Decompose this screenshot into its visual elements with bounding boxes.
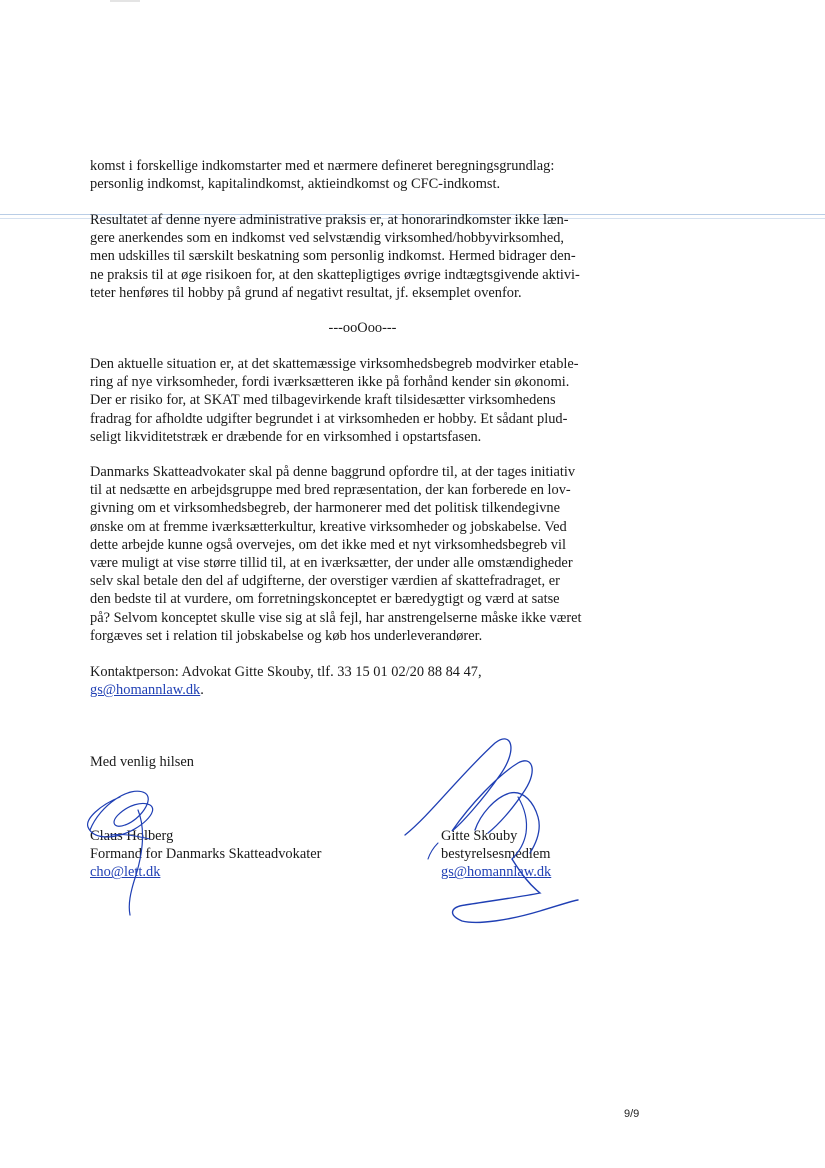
signatory-title: Formand for Danmarks Skatteadvokater — [90, 846, 322, 863]
text-line: men udskilles til særskilt beskatning som personlig indkomst. Hermed bidrager den- — [90, 248, 576, 265]
signatory-name: Claus Holberg — [90, 828, 174, 844]
text-line: Den aktuelle situation er, at det skattemæssige virksomhedsbegreb modvirker etable- — [90, 356, 579, 372]
signatory-email-link[interactable]: gs@homannlaw.dk — [441, 864, 552, 881]
text-line: på? Selvom konceptet skulle vise sig at slå fejl, har anstrengelserne måske ikke været — [90, 609, 582, 626]
text-line: Danmarks Skatteadvokater skal på denne baggrund opfordre til, at der tages initiativ — [90, 464, 576, 480]
text-line: teter henføres til hobby på grund af negativt resultat, jf. eksemplet ovenfor. — [90, 284, 522, 301]
text-line: seligt likviditetstræk er dræbende for en virksomhed i opstartsfasen. — [90, 428, 482, 445]
text-line: personlig indkomst, kapitalindkomst, aktieindkomst og CFC-indkomst. — [90, 176, 501, 193]
signoff: Med venlig hilsen — [90, 754, 194, 770]
contact-email-line — [90, 681, 635, 699]
text-line: givning om et virksomhedsbegreb, der harmonerer med det politisk tilkendegivne — [90, 500, 560, 517]
contact-person — [90, 663, 635, 699]
scan-artifact — [110, 0, 140, 2]
section-separator: ---ooOoo--- — [328, 320, 397, 336]
contact-text: Kontaktperson: Advokat Gitte Skouby, tlf. 33 15 01 02/20 88 84 47, — [90, 664, 482, 680]
text-line: ønske om at fremme iværksætterkultur, kreative virksomheder og jobskabelse. Ved — [90, 518, 567, 535]
text-line: ring af nye virksomheder, fordi iværksætteren ikke på forhånd kender sin økonomi. — [90, 374, 570, 391]
text-line: forgæves set i relation til jobskabelse og køb hos underleverandører. — [90, 627, 483, 644]
text-line: Der er risiko for, at SKAT med tilbagevirkende kraft tilsidesætter virksomhedens — [90, 392, 556, 409]
signatory-title: bestyrelsesmedlem — [441, 846, 551, 863]
signature-left-image — [80, 775, 190, 920]
text-line: ne praksis til at øge risikoen for, at den skattepligtiges øvrige indtægtsgivende aktivi- — [90, 266, 580, 283]
text-line: fradrag for afholdte udgifter begrundet i at virksomheden er hobby. Et sådant plud- — [90, 410, 568, 427]
text-line: komst i forskellige indkomstarter med et nærmere defineret beregningsgrundlag: — [90, 158, 555, 174]
paragraph-situation — [90, 355, 635, 446]
paragraph-intro — [90, 157, 635, 193]
text-line: den bedste til at vurdere, om forretningskonceptet er bæredygtigt og værd at satse — [90, 591, 560, 608]
text-line: selv skal betale den del af udgifterne, der overstiger værdien af skattefradraget, er — [90, 573, 560, 590]
contact-email-link[interactable]: gs@homannlaw.dk — [90, 682, 201, 699]
text-line: Resultatet af denne nyere administrative praksis er, at honorarindkomster ikke læn- — [90, 212, 569, 228]
signatory-email-link[interactable]: cho@lett.dk — [90, 864, 161, 881]
contact-suffix: . — [200, 682, 204, 699]
page-number: 9/9 — [624, 1108, 640, 1120]
text-line: gere anerkendes som en indkomst ved selvstændig virksomhed/hobbyvirksomhed, — [90, 230, 565, 247]
paragraph-practice — [90, 211, 635, 302]
paragraph-proposal — [90, 463, 635, 645]
signatory-name: Gitte Skouby — [441, 828, 518, 844]
signature-right-image — [400, 735, 585, 930]
text-line: til at nedsætte en arbejdsgruppe med bred repræsentation, der kan forberede en lov- — [90, 482, 571, 499]
text-line: være muligt at vise større tillid til, at en iværksætter, der under alle omstændigheder — [90, 555, 573, 572]
text-line: dette arbejde kunne også overvejes, om det ikke med et nyt virksomhedsbegreb vil — [90, 536, 566, 553]
